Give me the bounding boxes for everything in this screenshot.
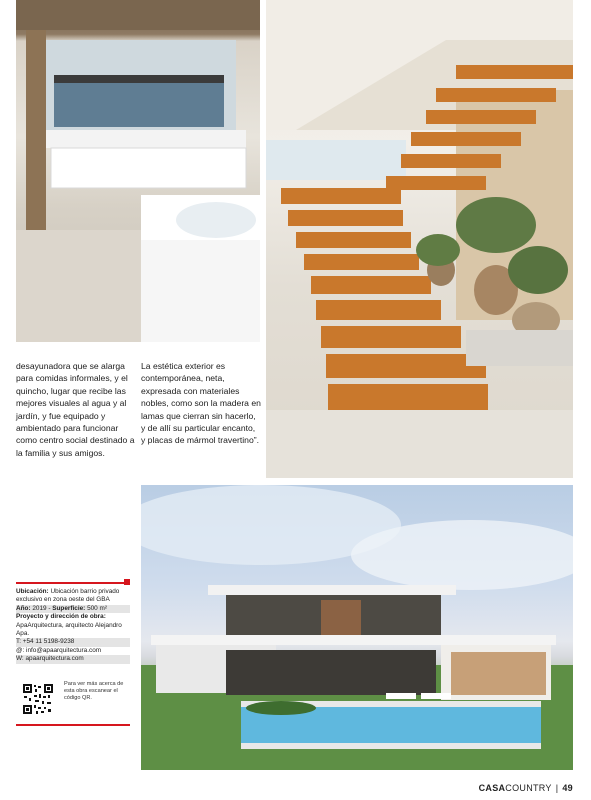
- bathroom-photo: [16, 0, 260, 342]
- surface-label: Superficie:: [52, 604, 86, 612]
- surface-value: 500 m²: [87, 604, 107, 612]
- bathroom-illustration: [16, 0, 260, 342]
- magazine-brand-bold: CASA: [478, 783, 506, 793]
- page-number: 49: [562, 783, 573, 793]
- year-value: 2019: [32, 604, 47, 612]
- website-text: W: apaarquitectura.com: [16, 655, 130, 663]
- page-footer: [479, 783, 573, 793]
- project-label: Proyecto y dirección de obra:: [16, 613, 106, 621]
- info-box-bottom-rule: [16, 724, 130, 726]
- body-text-column-2: [141, 360, 261, 447]
- column-2-paragraph: La estética exterior es contemporánea, neta, expresada con materiales nobles, como son la madera en lamas que cierran sin hacerlo, y de allí su particular encanto, y placas de mármol travertino”.: [141, 361, 261, 446]
- qr-code: [22, 683, 54, 715]
- column-1-paragraph: desayunadora que se alarga para comidas informales, y el quincho, lugar que recibe las mejores visuales al agua y al jardín, y fue equipado y ambientado para funcionar como centro social destinado a la familia y sus amigos.: [16, 361, 135, 458]
- location-line: [16, 588, 130, 605]
- project-value: ApaArquitectura, arquitecto Alejandro Apa.: [16, 621, 122, 638]
- year-surface-line: Año: 2019 - Superficie: 500 m²: [16, 605, 130, 613]
- phone-text: T: +54 11 5198-9238: [16, 638, 130, 646]
- staircase-illustration: [266, 0, 573, 478]
- house-illustration: [141, 485, 573, 770]
- qr-code-icon: [22, 683, 54, 715]
- body-text-column-1: [16, 360, 136, 459]
- house-exterior-photo: [141, 485, 573, 770]
- magazine-brand-light: COUNTRY: [505, 783, 552, 793]
- staircase-photo: [266, 0, 573, 478]
- email-text: @: info@apaarquitectura.com: [16, 646, 102, 654]
- location-value: Ubicación barrio privado exclusivo en zona oeste del GBA: [16, 588, 120, 604]
- location-label: Ubicación:: [16, 588, 49, 595]
- footer-separator: |: [555, 783, 559, 793]
- year-label: Año:: [16, 604, 31, 612]
- qr-note: Para ver más acerca de esta obra escanear el código QR.: [64, 681, 124, 701]
- project-label-line: [16, 613, 130, 621]
